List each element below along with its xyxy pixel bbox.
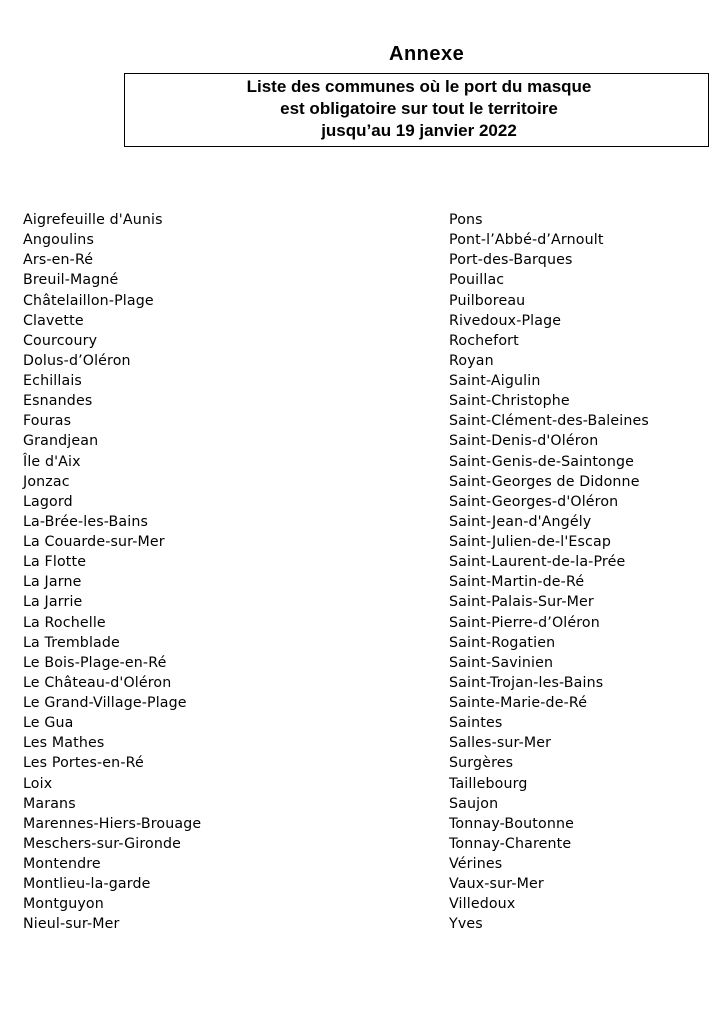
commune-item: Saint-Trojan-les-Bains [449, 674, 604, 691]
commune-item: Saint-Martin-de-Ré [449, 574, 585, 591]
title-line: Liste des communes où le port du masque [246, 77, 592, 96]
commune-item: Les Mathes [23, 735, 105, 752]
commune-item: Saint-Julien-de-l'Escap [449, 534, 612, 550]
commune-item: Lagord [23, 493, 73, 510]
commune-item: Saint-Georges-d'Oléron [449, 493, 619, 510]
commune-item: Les Portes-en-Ré [23, 755, 144, 772]
commune-item: Angoulins [23, 232, 94, 249]
commune-item: Montendre [23, 856, 101, 872]
commune-item: Saintes [449, 715, 503, 732]
communes-list-right [449, 210, 649, 935]
commune-item: Le Château-d'Oléron [23, 674, 172, 691]
commune-item: Surgères [449, 755, 514, 772]
commune-item: Ars-en-Ré [23, 252, 94, 269]
commune-item: Saint-Genis-de-Saintonge [449, 453, 635, 470]
commune-item: Breuil-Magné [23, 272, 119, 289]
commune-item: Taillebourg [449, 775, 528, 792]
commune-item: Saint-Laurent-de-la-Prée [449, 554, 626, 571]
commune-item: Port-des-Barques [449, 252, 573, 269]
commune-item: Saujon [449, 795, 499, 812]
commune-item: Echillais [23, 373, 82, 389]
annex-heading: Annexe [389, 43, 465, 65]
commune-item: Pons [449, 212, 483, 228]
commune-item: Saint-Palais-Sur-Mer [449, 594, 594, 611]
commune-item: Saint-Christophe [449, 393, 570, 410]
title-line: jusqu’au 19 janvier 2022 [321, 121, 517, 140]
commune-item: La Rochelle [23, 614, 106, 631]
commune-item: Royan [449, 352, 494, 369]
commune-item: La Couarde-sur-Mer [23, 534, 165, 550]
commune-item: Clavette [23, 312, 84, 329]
commune-item: Dolus-d’Oléron [23, 352, 131, 369]
title-line: est obligatoire sur tout le territoire [280, 99, 558, 118]
commune-item: Loix [23, 775, 53, 792]
commune-item: Pont-l’Abbé-d’Arnoult [449, 232, 604, 249]
commune-item: La Jarrie [23, 594, 83, 611]
commune-item: Jonzac [23, 473, 70, 490]
commune-item: Saint-Rogatien [449, 634, 556, 651]
communes-list-left [23, 210, 201, 935]
commune-item: Saint-Clément-des-Baleines [449, 413, 649, 430]
commune-item: Saint-Jean-d'Angély [449, 513, 592, 530]
commune-item: Fouras [23, 413, 72, 430]
commune-item: Puilboreau [449, 292, 526, 309]
commune-item: Tonnay-Boutonne [449, 815, 574, 832]
commune-item: Courcoury [23, 332, 98, 349]
commune-item: La Jarne [23, 574, 82, 591]
commune-item: La Flotte [23, 554, 87, 571]
commune-item: Montguyon [23, 896, 104, 913]
commune-item: Salles-sur-Mer [449, 735, 552, 752]
commune-item: Le Gua [23, 715, 74, 732]
commune-item: Rochefort [449, 332, 519, 349]
title-box [124, 73, 709, 147]
commune-item: Montlieu-la-garde [23, 876, 151, 893]
commune-item: Le Grand-Village-Plage [23, 695, 187, 711]
commune-item: Tonnay-Charente [449, 835, 572, 852]
commune-item: Saint-Denis-d'Oléron [449, 433, 599, 450]
commune-item: Saint-Pierre-d’Oléron [449, 614, 600, 631]
commune-item: Châtelaillon-Plage [23, 292, 154, 309]
commune-item: Marans [23, 795, 76, 812]
commune-item: Esnandes [23, 393, 93, 410]
commune-item: Saint-Georges de Didonne [449, 473, 640, 490]
commune-item: Rivedoux-Plage [449, 312, 562, 329]
commune-item: Saint-Aigulin [449, 373, 541, 389]
commune-item: Villedoux [449, 896, 516, 913]
commune-item: Île d'Aix [23, 453, 81, 470]
commune-item: Yves [449, 916, 483, 933]
commune-item: La Tremblade [23, 634, 120, 651]
commune-item: Saint-Savinien [449, 654, 554, 671]
commune-item: Aigrefeuille d'Aunis [23, 212, 163, 228]
commune-item: Sainte-Marie-de-Ré [449, 695, 588, 711]
commune-item: La-Brée-les-Bains [23, 513, 149, 530]
commune-item: Nieul-sur-Mer [23, 916, 120, 933]
commune-item: Marennes-Hiers-Brouage [23, 815, 202, 832]
commune-item: Vérines [449, 856, 503, 872]
commune-item: Vaux-sur-Mer [449, 876, 544, 893]
commune-item: Le Bois-Plage-en-Ré [23, 654, 167, 671]
commune-item: Grandjean [23, 433, 99, 450]
commune-item: Pouillac [449, 272, 505, 289]
commune-item: Meschers-sur-Gironde [23, 835, 182, 852]
